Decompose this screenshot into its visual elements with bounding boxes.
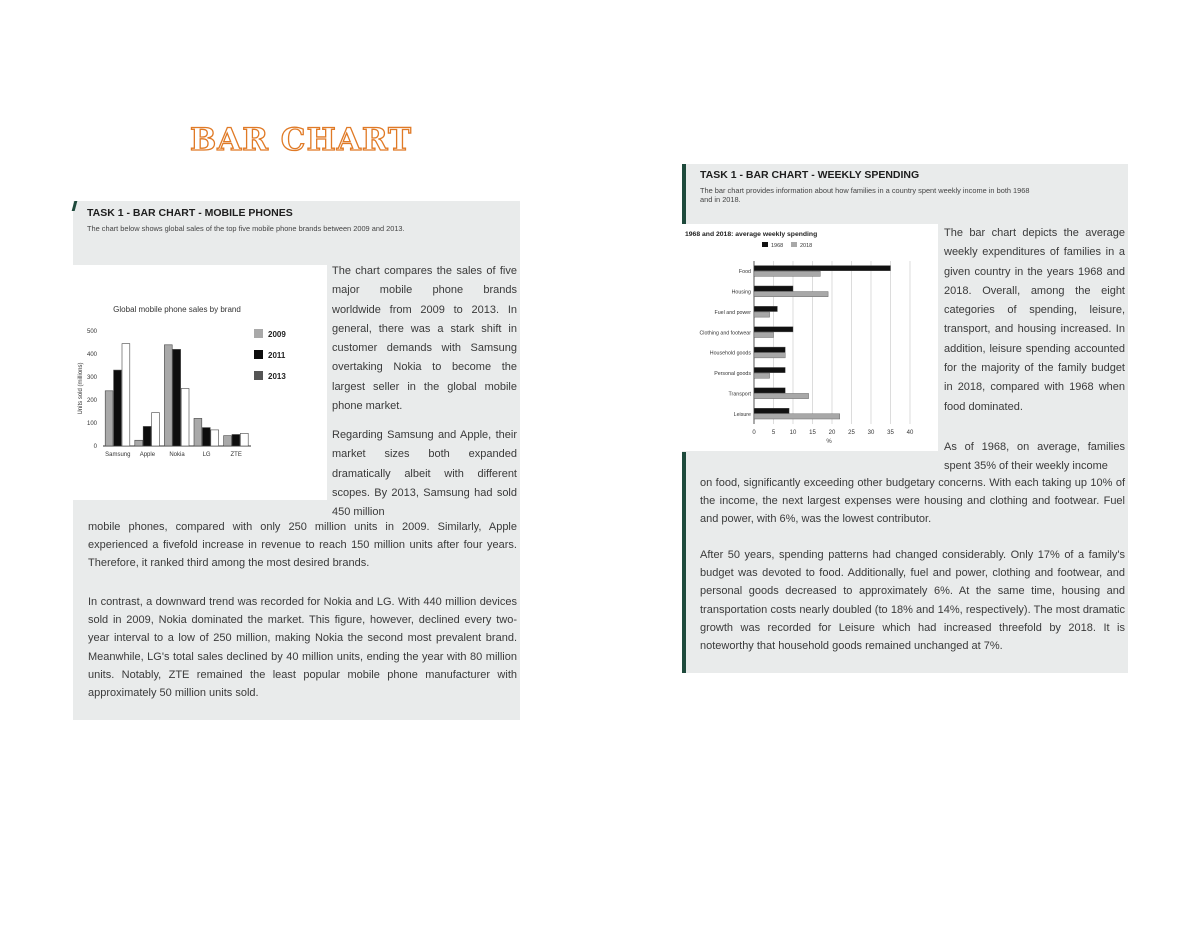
bar-zte-2011: [232, 435, 240, 447]
x-tick-label: Apple: [139, 452, 156, 458]
x-tick-label: 30: [867, 430, 875, 436]
chart-title: Global mobile phone sales by brand: [113, 305, 241, 314]
bar-samsung-2009: [105, 391, 113, 446]
bar-apple-2013: [152, 413, 160, 446]
x-tick-label: Nokia: [169, 452, 185, 458]
x-tick-label: 5: [771, 430, 776, 436]
y-tick-label: Food: [738, 269, 751, 276]
spending-paragraph-2a: As of 1968, on average, families spent 35% of their weekly income: [944, 441, 1125, 473]
task-desc-mobile: The chart below shows global sales of the top five mobile phone brands between 2009 and 2013.: [87, 224, 405, 233]
page-title: BAR CHART: [190, 122, 413, 158]
bar-housing-2018: [754, 292, 828, 297]
weekly-spending-chart: [682, 224, 938, 451]
bar-housing-1968: [754, 286, 793, 291]
legend-label: 2011: [268, 351, 286, 360]
mobile-paragraph-2b: mobile phones, compared with only 250 million units in 2009. Similarly, Apple experienced a fivefold increase in revenue to reach 150 million units after four years. Therefore, it ranked third among the most desired brands.: [88, 521, 517, 570]
legend-label: 2009: [268, 330, 286, 339]
legend-label: 2013: [268, 372, 286, 381]
bar-nokia-2011: [173, 349, 181, 446]
bar-transport-1968: [754, 388, 785, 393]
bar-lg-2013: [211, 430, 219, 446]
legend-swatch-2011: [254, 350, 263, 359]
accent-bar-top: [682, 164, 686, 230]
x-tick-label: 10: [789, 430, 797, 436]
y-tick-label: 200: [86, 398, 97, 404]
task-heading-mobile: TASK 1 - BAR CHART - MOBILE PHONES: [87, 207, 293, 219]
mobile-paragraph-1: The chart compares the sales of five major mobile phone brands worldwide from 2009 to 2013. In general, there was a stark shift in customer demands with Samsung overtaking Nokia to become the largest seller in the global mobile phone market.: [332, 265, 517, 413]
x-tick-label: 20: [828, 430, 836, 436]
x-tick-label: Samsung: [105, 452, 131, 458]
bar-household-goods-2018: [754, 353, 785, 358]
y-tick-label: Household goods: [709, 350, 751, 357]
task-desc-spending-1: The bar chart provides information about how families in a country spent weekly income in both 1968: [700, 186, 1030, 195]
bar-zte-2009: [224, 436, 232, 446]
bar-apple-2011: [143, 426, 151, 446]
y-tick-label: Transport: [728, 391, 751, 398]
y-tick-label: Clothing and footwear: [699, 330, 751, 337]
bar-clothing-and-footwear-2018: [754, 332, 774, 337]
x-tick-label: 25: [848, 430, 855, 436]
bar-transport-2018: [754, 393, 809, 398]
task-heading-spending: TASK 1 - BAR CHART - WEEKLY SPENDING: [700, 169, 920, 181]
x-tick-label: ZTE: [230, 452, 242, 458]
legend-swatch-2013: [254, 371, 263, 380]
x-axis-label: %: [826, 439, 832, 445]
y-tick-label: Personal goods: [714, 371, 751, 378]
bar-samsung-2011: [114, 370, 122, 446]
bar-clothing-and-footwear-1968: [754, 327, 793, 332]
x-tick-label: LG: [202, 452, 211, 458]
bar-leisure-2018: [754, 414, 840, 419]
spending-paragraph-2b: on food, significantly exceeding other budgetary concerns. With each taking up 10% of the income, the next largest expenses were housing and clothing and footwear. Fuel and power, with 6%, was the lowest contributor.: [700, 477, 1125, 526]
bar-household-goods-1968: [754, 347, 785, 352]
bar-fuel-and-power-2018: [754, 312, 770, 317]
bar-personal-goods-2018: [754, 373, 770, 378]
legend-label: 1968: [771, 243, 784, 249]
bar-fuel-and-power-1968: [754, 306, 777, 311]
legend-label: 2018: [800, 243, 813, 249]
legend-swatch-2018: [791, 242, 797, 247]
x-tick-label: 35: [887, 430, 894, 436]
bar-food-2018: [754, 271, 820, 276]
bar-leisure-1968: [754, 408, 789, 413]
y-tick-label: 0: [93, 444, 97, 450]
y-axis-label: Units sold (millions): [78, 362, 84, 415]
spending-paragraph-3: After 50 years, spending patterns had changed considerably. Only 17% of a family's budget was devoted to food. Additionally, fuel and power, clothing and footwear, and personal goods decreased to approximately 6%. At the same time, housing and transportation costs nearly doubled (to 18% and 14%, respectively). The most dramatic growth was recorded for Leisure which had increased threefold by 2018. It is noteworthy that household goods remained unchanged at 7%.: [700, 549, 1125, 653]
y-tick-label: Leisure: [733, 411, 751, 418]
bar-lg-2011: [202, 428, 210, 446]
bar-zte-2013: [240, 433, 248, 446]
mobile-sales-chart: [73, 265, 327, 500]
legend-swatch-1968: [762, 242, 768, 247]
task-desc-spending-2: and in 2018.: [700, 195, 741, 204]
y-tick-label: Housing: [731, 289, 751, 296]
bar-apple-2009: [135, 440, 143, 446]
bar-personal-goods-1968: [754, 367, 785, 372]
x-tick-label: 0: [752, 430, 756, 436]
bar-food-1968: [754, 266, 891, 271]
chart-title: 1968 and 2018: average weekly spending: [685, 231, 818, 238]
x-tick-label: 40: [906, 430, 914, 436]
mobile-paragraph-3: In contrast, a downward trend was recorded for Nokia and LG. With 440 million devices sold in 2009, Nokia dominated the market. This figure, however, declined every two-year interval to a low of 250 million, making Nokia the second most prevalent brand. Meanwhile, LG's total sales declined by 40 million units, ending the year with 80 million units. Notably, ZTE remained the least popular mobile phone manufacturer with approximately 50 million units sold.: [88, 596, 517, 700]
bar-nokia-2013: [181, 389, 189, 447]
y-tick-label: 400: [86, 352, 97, 358]
y-tick-label: Fuel and power: [714, 309, 751, 316]
y-tick-label: 100: [86, 421, 97, 427]
bar-lg-2009: [194, 418, 202, 446]
x-tick-label: 15: [809, 430, 816, 436]
y-tick-label: 300: [86, 375, 97, 381]
y-tick-label: 500: [86, 329, 97, 335]
bar-samsung-2013: [122, 344, 130, 446]
accent-bar-bottom: [682, 452, 686, 673]
legend-swatch-2009: [254, 329, 263, 338]
bar-nokia-2009: [164, 345, 172, 446]
spending-paragraph-1: The bar chart depicts the average weekly expenditures of families in a given country in the years 1968 and 2018. Overall, among the eight categories of spending, leisure, transport, and housing increased. In addition, leisure spending accounted for the majority of the family budget in 2018, compared with 1968 when food dominated.: [944, 227, 1125, 413]
mobile-paragraph-2a: Regarding Samsung and Apple, their market sizes both expanded dramatically albeit with different scopes. By 2013, Samsung had sold 450 million: [332, 429, 517, 519]
